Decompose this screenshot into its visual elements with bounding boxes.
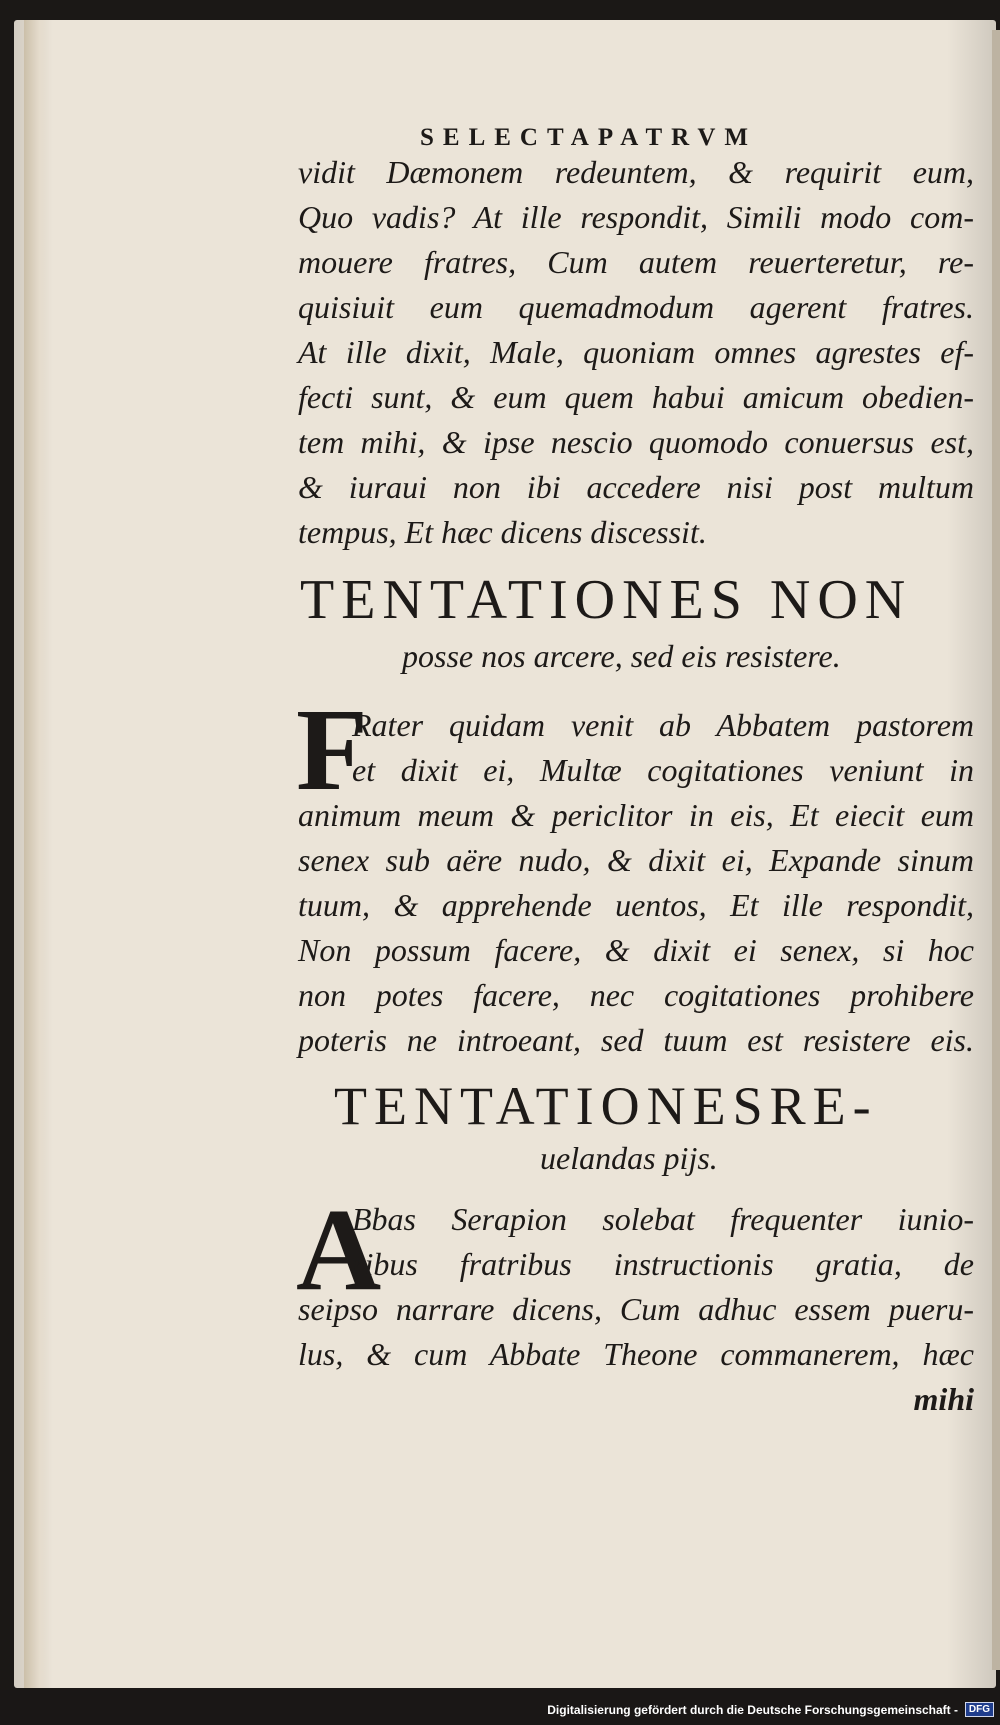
text-line: et dixit ei, Multæ cogitationes veniunt in [352,752,974,788]
digitization-credit: Digitalisierung gefördert durch die Deutsche Forschungsgemeinschaft - [547,1703,958,1717]
text-line: Non possum facere, & dixit ei senex, si hoc [298,932,974,968]
drop-capital: A [296,1184,382,1315]
text-line: At ille dixit, Male, quoniam omnes agrestes ef‑ [298,334,974,370]
text-line: senex sub aëre nudo, & dixit ei, Expande sinum [298,842,974,878]
text-line: tuum, & apprehende uentos, Et ille respondit, [298,887,974,923]
section-subheading: posse nos arcere, sed eis resistere. [402,638,841,674]
section-heading: TENTATIONESRE‑ [334,1076,878,1136]
catchword: mihi [913,1381,974,1417]
text-line: poteris ne introeant, sed tuum est resistere eis. [298,1022,974,1058]
section-heading: TENTATIONES NON [300,569,913,631]
text-line: seipso narrare dicens, Cum adhuc essem pueru‑ [298,1291,974,1327]
text-line: non potes facere, nec cogitationes prohibere [298,977,974,1013]
text-line: mouere fratres, Cum autem reuerteretur, re‑ [298,244,974,280]
text-line: Bbas Serapion solebat frequenter iunio‑ [352,1201,974,1237]
text-line: quisiuit eum quemadmodum agerent fratres. [298,289,974,325]
running-head: SELECTAPATRVM [420,124,757,151]
dfg-logo: DFG [965,1702,994,1717]
text-line: tem mihi, & ipse nescio quomodo conuersus est, [298,424,974,460]
section-subheading: uelandas pijs. [540,1140,718,1176]
text-line: tempus, Et hæc dicens discessit. [298,514,707,550]
text-line: Rater quidam venit ab Abbatem pastorem [352,707,974,743]
text-line: fecti sunt, & eum quem habui amicum obedien‑ [298,379,974,415]
text-line: vidit Dæmonem redeuntem, & requirit eum, [298,154,974,190]
drop-capital: F [296,684,369,815]
text-line: ribus fratribus instructionis gratia, de [352,1246,974,1282]
text-line: & iuraui non ibi accedere nisi post multum [298,469,974,505]
text-line: lus, & cum Abbate Theone commanerem, hæc [298,1336,974,1372]
text-line: Quo vadis? At ille respondit, Simili modo com‑ [298,199,974,235]
text-line: animum meum & periclitor in eis, Et eiecit eum [298,797,974,833]
